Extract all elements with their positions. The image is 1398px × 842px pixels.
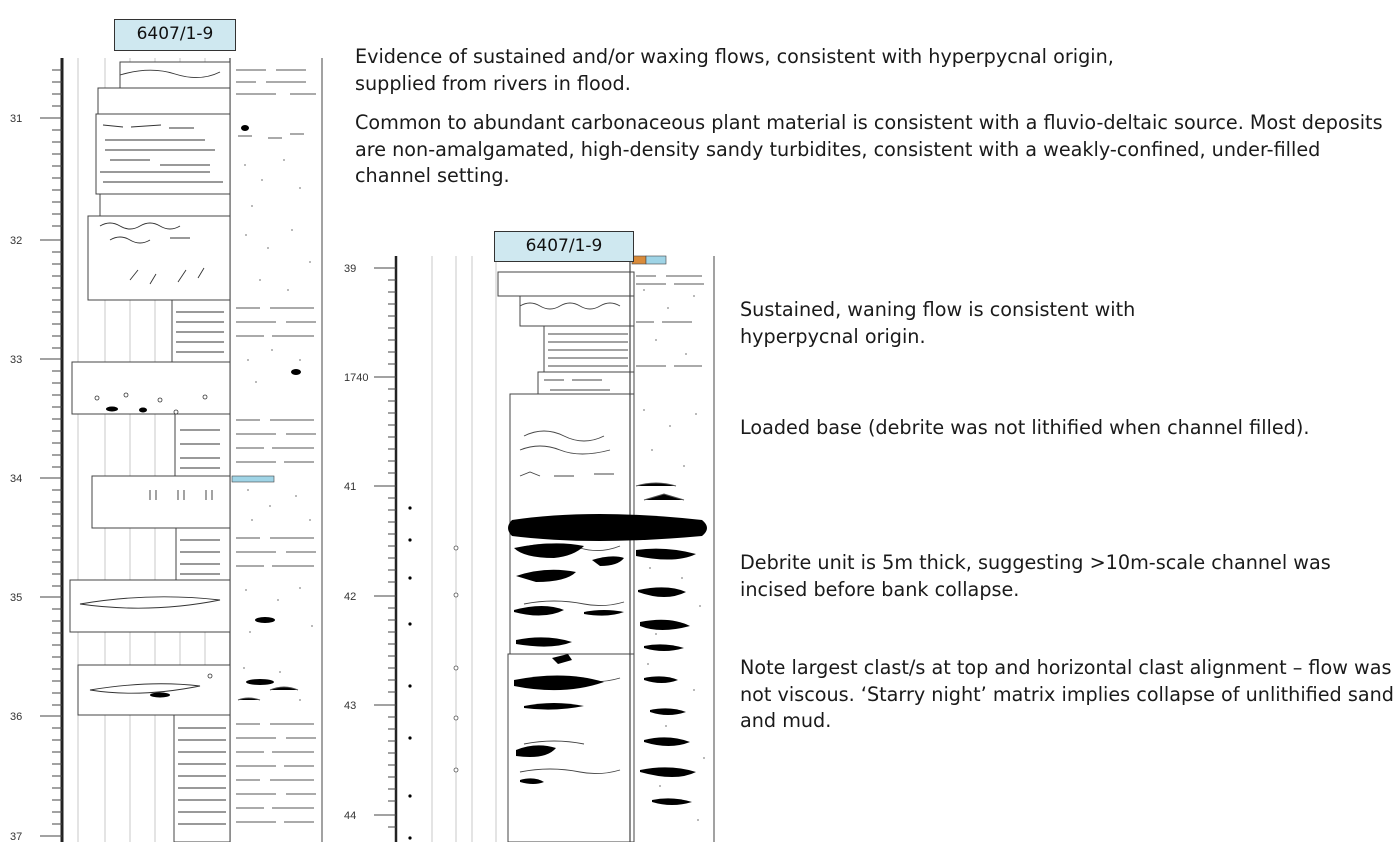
depth-label: 42	[344, 591, 357, 603]
note-debrite-thickness: Debrite unit is 5m thick, suggesting >10m-scale channel was incised before bank collapse.	[740, 551, 1331, 601]
note-waning-flow: Sustained, waning flow is consistent with hyperpycnal origin.	[740, 298, 1136, 348]
depth-label: 34	[10, 473, 23, 485]
note-largest-clasts: Note largest clast/s at top and horizontal clast alignment – flow was not viscous. ‘Starry night’ matrix implies collapse of unlithified sand and mud.	[740, 656, 1394, 732]
left-core-log	[0, 0, 330, 842]
depth-label: 35	[10, 592, 23, 604]
depth-label: 36	[10, 711, 23, 723]
depth-label: 1740	[344, 372, 369, 384]
right-depth-labels	[344, 263, 368, 822]
left-depth-labels	[10, 113, 22, 842]
depth-label: 43	[344, 700, 357, 712]
depth-label: 33	[10, 354, 23, 366]
note-plant-material: Common to abundant carbonaceous plant material is consistent with a fluvio-deltaic source. Most deposits are non-amalgamated, high-density sandy turbidites, consistent with a weakly-confined, under-filled channel setting.	[355, 111, 1383, 187]
depth-label: 44	[344, 810, 357, 822]
right-core-log-drawing	[344, 250, 720, 842]
depth-label: 37	[10, 831, 23, 842]
left-core-log-drawing	[0, 0, 330, 842]
note-hyperpycnal-evidence: Evidence of sustained and/or waxing flows, consistent with hyperpycnal origin, supplied from rivers in flood.	[355, 45, 1114, 95]
depth-label: 31	[10, 113, 23, 125]
left-well-label: 6407/1-9	[114, 19, 236, 51]
depth-label: 41	[344, 481, 357, 493]
depth-label: 32	[10, 235, 23, 247]
right-well-label: 6407/1-9	[494, 231, 634, 262]
right-core-log	[344, 236, 720, 842]
note-loaded-base: Loaded base (debrite was not lithified when channel filled).	[740, 416, 1310, 439]
depth-label: 39	[344, 263, 357, 275]
